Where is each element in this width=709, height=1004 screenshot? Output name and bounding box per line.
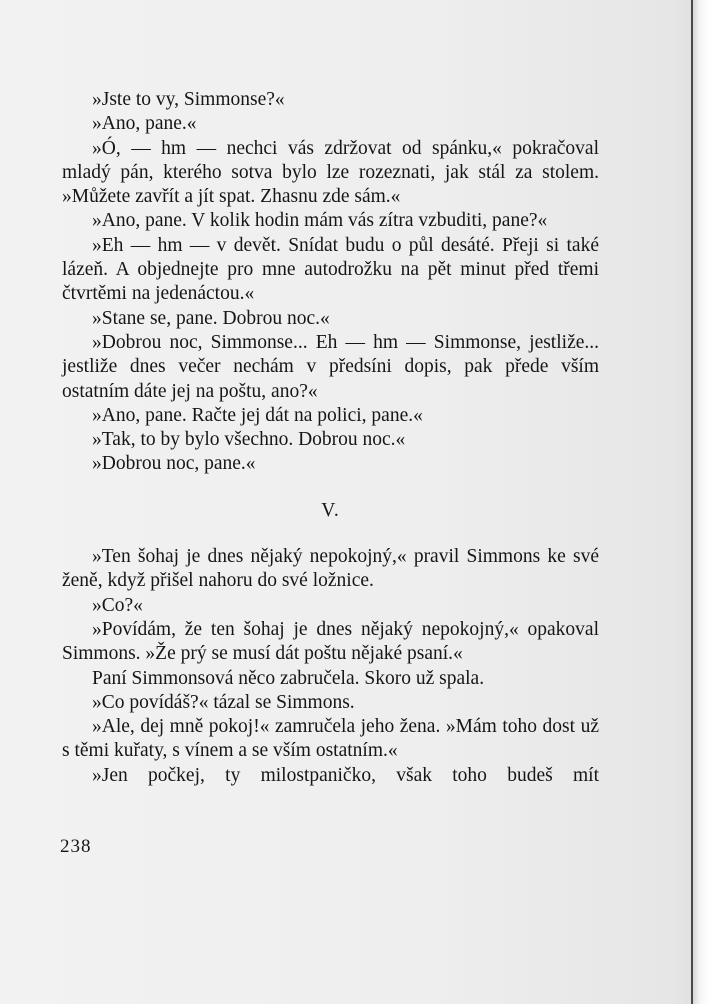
paragraph: »Tak, to by bylo všechno. Dobrou noc.« — [92, 429, 406, 451]
paragraph: »Ten šohaj je dnes nějaký nepokojný,« pravil Simmons ke své ženě, když přišel nahoru do své ložnice. — [62, 546, 599, 592]
page-edge — [691, 0, 709, 1004]
paragraph: »Jen počkej, ty milostpaničko, však toho budeš mít — [92, 764, 599, 786]
paragraph: »Jste to vy, Simmonse?« — [92, 89, 285, 110]
paragraph: »Stane se, pane. Dobrou noc.« — [92, 307, 330, 329]
paragraph: »Ano, pane.« — [92, 113, 197, 135]
paragraph: »Ó, — hm — nechci vás zdržovat od spánku,« pokračoval mladý pán, kterého sotva bylo lze rozeznati, jak stál za stolem. »Můžete zavřít a jít spat. Zhasnu zde sám.« — [62, 137, 599, 208]
paragraph: »Dobrou noc, Simmonse... Eh — hm — Simmonse, jestliže... jestliže dnes večer nechám v předsíni dopis, pak přede vším ostatním dáte jej na poštu, ano?« — [62, 331, 599, 402]
body-text — [62, 88, 599, 788]
paragraph: »Ano, pane. V kolik hodin mám vás zítra vzbuditi, pane?« — [92, 210, 548, 232]
paragraph: »Co povídáš?« tázal se Simmons. — [92, 691, 355, 713]
paragraph: »Ale, dej mně pokoj!« zamručela jeho žena. »Mám toho dost už s těmi kuřaty, s vínem a se vším ostatním.« — [62, 716, 599, 762]
paragraph: »Ano, pane. Račte jej dát na polici, pane.« — [92, 404, 423, 426]
paragraph: »Eh — hm — v devět. Snídat budu o půl desáté. Přeji si také lázeň. A objednejte pro mne autodrožku na pět minut před třemi čtvrtěmi na jedenáctou.« — [62, 234, 599, 305]
paragraph: »Povídám, že ten šohaj je dnes nějaký nepokojný,« opakoval Simmons. »Že prý se musí dát poštu nějaké psaní.« — [62, 618, 599, 665]
paragraph: »Dobrou noc, pane.« — [92, 453, 256, 475]
paragraph: Paní Simmonsová něco zabručela. Skoro už spala. — [92, 667, 485, 689]
chapter-heading: V. — [321, 499, 340, 521]
paragraph: »Co?« — [92, 594, 143, 616]
page-number: 238 — [60, 836, 92, 857]
